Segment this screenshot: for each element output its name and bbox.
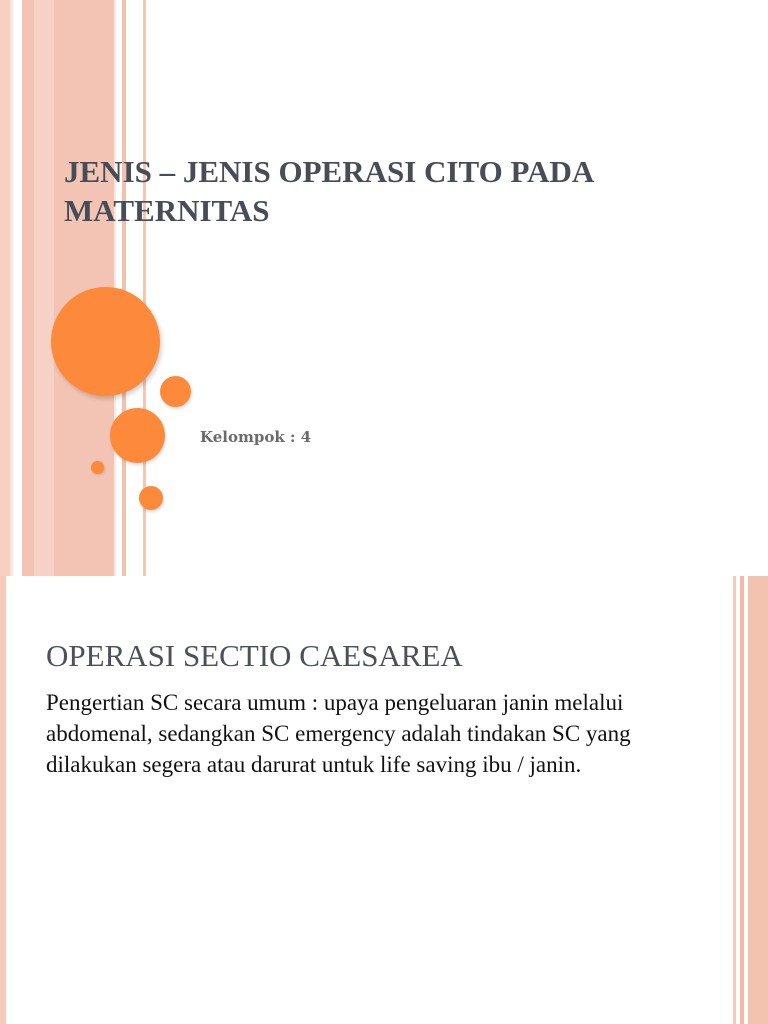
slide-subtitle: Kelompok : 4 [200,428,312,446]
decorative-circle-tiny [91,461,104,474]
decorative-circle-medium [110,408,165,463]
decorative-stripe [748,576,768,1024]
decorative-stripe [740,576,744,1024]
decorative-stripe [122,0,126,576]
decorative-stripe [10,0,13,576]
decorative-circle-small [139,486,163,510]
decorative-stripe [0,576,6,1024]
decorative-circle-small [160,376,191,407]
slide-title: JENIS – JENIS OPERASI CITO PADA MATERNITAS [64,154,593,228]
slide-body-text: Pengertian SC secara umum : upaya pengeluaran janin melalui abdomenal, sedangkan SC emergency adalah tindakan SC yang dilakukan segera atau darurat untuk life saving ibu / janin. [46,690,631,777]
slide-title: OPERASI SECTIO CAESAREA [46,638,463,673]
content-slide [0,576,768,1024]
decorative-stripe [733,576,736,1024]
decorative-stripe [34,0,54,576]
decorative-circle-large [51,287,160,396]
decorative-stripe [0,0,10,576]
